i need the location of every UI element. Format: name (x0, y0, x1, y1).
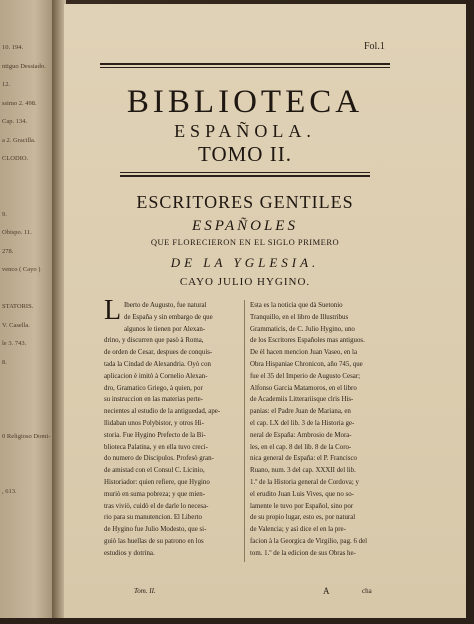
text-line: 1.º de la Historia general de Cordova; y (250, 478, 359, 486)
text-line: nica general de España: el P. Francisco (250, 455, 357, 463)
text-line: Historiador: quien refiere, que Hygino (104, 478, 210, 486)
section-heading: ESCRITORES GENTILES (136, 192, 354, 212)
section-era: DE LA YGLESIA. (170, 255, 320, 270)
text-line: Grammaticis, de C. Julio Hygino, uno (250, 325, 355, 333)
text-line: facion à la Georgica de Virgilio, pag. 6 del (250, 537, 368, 545)
section-subheading: ESPAÑOLES (192, 218, 298, 234)
text-line: guiò las huellas de su patrono en los (104, 537, 204, 545)
text-line: de España y sin embargo de que (124, 313, 213, 321)
text-line: algunos le tienen por Alexan- (124, 325, 206, 333)
column-divider (244, 300, 245, 562)
right-column-text (250, 300, 367, 560)
signature-mark: A (323, 586, 330, 596)
text-line: de su propio lugar, esto es, por natural (250, 514, 356, 522)
text-line: Alfonso Garcia Matamoros, en el libro (250, 384, 357, 392)
text-line: su instruccion en las materias perte- (104, 396, 203, 404)
volume-label: TOMO II. (198, 142, 292, 166)
text-line: rio para su manutencion. El Liberto (104, 514, 202, 522)
left-column-text (104, 295, 221, 560)
text-line: de amistad con el Consul C. Licinio, (104, 467, 205, 475)
left-page-line: 0 Religioso Domi- (2, 432, 51, 440)
section-description: QUE FLORECIERON EN EL SIGLO PRIMERO (150, 237, 340, 247)
text-line: Ruano, num. 3 del cap. XXXII del lib. (250, 467, 356, 475)
author-heading: CAYO JULIO HYGINO. (179, 276, 311, 288)
text-line: de Academiis Litterariisque clris His- (250, 396, 354, 404)
drop-cap: L (104, 295, 122, 326)
text-line: llidaban unos Polybistor, y otros Hi- (104, 419, 205, 427)
text-line: necientes al estudio de la antiguedad, ape- (104, 408, 221, 416)
text-line: neral de España: Ambrosio de Mora- (250, 431, 352, 439)
book-title: BIBLIOTECA (126, 84, 364, 120)
footer-volume: Tom. II. (134, 587, 156, 595)
text-line: dro, Gramatico Griego, à quien, por (104, 384, 203, 392)
left-page-line: V. Casella. (2, 321, 30, 329)
text-line: Obra Hispaniae Chronicon, año 745, que (250, 360, 363, 368)
text-line: estudios y dotrina. (104, 549, 155, 557)
text-line: do numero de Discipulos. Profesò gran- (104, 455, 214, 463)
text-line: drino, y discurren que pasò à Roma, (104, 337, 204, 345)
text-line: les, en el cap. 8 del lib. 8 de la Coro- (250, 443, 352, 451)
left-page-line: ntiguo Dessiado. (2, 62, 46, 70)
book-subtitle: ESPAÑOLA. (174, 121, 316, 141)
left-page-line: 12. (2, 81, 11, 88)
bottom-edge (0, 618, 474, 624)
left-page-line: le 3. 743. (2, 340, 27, 347)
left-page-line: 8. (2, 358, 7, 366)
left-page-line: 10. 194. (2, 44, 24, 51)
left-page-line: venco ( Cayo ) (2, 266, 41, 273)
text-line: el cap. LX del lib. 3 de la Historia ge- (250, 419, 355, 427)
left-page-line: 9. (2, 210, 7, 218)
left-page-line: 278. (2, 247, 14, 255)
left-page-line: CLODIO. (2, 155, 29, 162)
heading-rule-lower (120, 175, 370, 177)
text-line: Tranquillo, en el libro de Illustribus (250, 313, 349, 321)
text-line: de Valencia; y asì dice el en la pre- (250, 526, 346, 534)
text-line: tom. 1.º de la edicion de sus Obras he- (250, 549, 356, 557)
left-page-line: , 613. (2, 488, 17, 495)
left-page-line: ssimo 2. 498. (2, 99, 37, 107)
text-line: tada la Cindad de Alexandria. Oyò con (104, 360, 211, 368)
text-line: Iberto de Augusto, fue natural (124, 302, 207, 309)
facing-left-page (0, 0, 58, 624)
text-line: De èl hacen mencion Juan Vaseo, en la (250, 349, 358, 357)
text-line: fue el 35 del Imperio de Augusto Cesar; (250, 372, 361, 380)
folio-number: Fol.1 (364, 41, 385, 52)
catchword: cha (362, 587, 372, 595)
text-line: blioteca Palatina, y en ella tuvo creci- (104, 443, 208, 451)
text-line: panias: el Padre Juan de Mariana, en (250, 408, 351, 416)
text-line: storia. Fue Hygino Prefecto de la Bi- (104, 431, 206, 439)
text-line: de Hygino fue Julio Modesto, que si- (104, 526, 207, 534)
text-line: de orden de Cesar, despues de conquis- (104, 349, 213, 357)
top-double-rule-lower (100, 67, 390, 68)
text-line: muriò en suma pobreza; y que mien- (104, 490, 206, 498)
text-line: Esta es la noticia que dà Suetonio (250, 302, 343, 309)
text-line: aplicacion è imitò à Cornelio Alexan- (104, 372, 208, 380)
text-line: lamente le tuvo por Español, sino por (250, 502, 354, 510)
text-line: tras viviò, cuidò el de darle lo necesa- (104, 502, 209, 510)
left-page-line: Cap. 134. (2, 118, 28, 125)
text-line: de los Escritores Españoles mas antiguos. (250, 337, 365, 345)
top-double-rule-upper (100, 63, 390, 65)
left-page-line: Obispo. 11. (2, 229, 32, 236)
heading-rule (120, 172, 370, 173)
left-page-line: a 2. Gracilla. (2, 136, 36, 144)
left-page-line: STATORIS. (2, 303, 34, 310)
text-line: el erudito Juan Luis Vives, que no so- (250, 490, 354, 498)
